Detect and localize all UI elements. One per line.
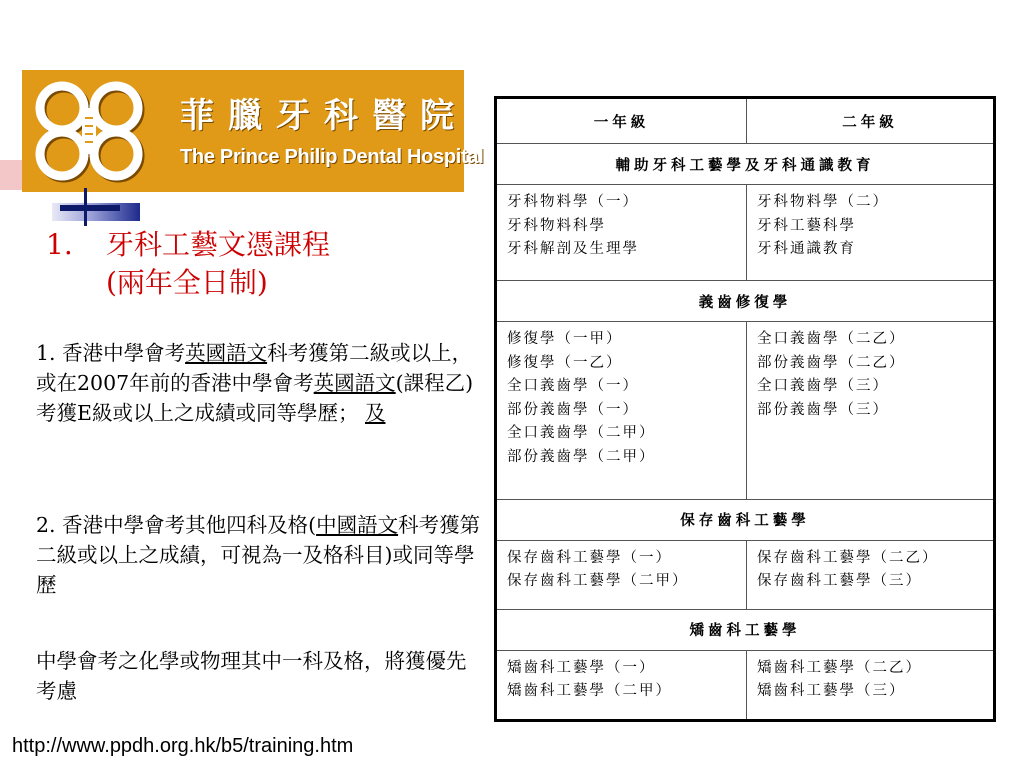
course-duration: (兩年全日制) bbox=[106, 266, 268, 299]
hospital-logo bbox=[22, 70, 484, 192]
year1-cell bbox=[496, 540, 747, 609]
year2-cell bbox=[747, 322, 995, 499]
list-item: 保存齒科工藝學（一） bbox=[507, 549, 672, 566]
list-item: 牙科物料學（二） bbox=[757, 194, 889, 210]
requirement-english bbox=[36, 338, 486, 428]
req-text: 科考獲第二級或以上，或在2007年前的香港中學會考 bbox=[36, 341, 473, 395]
table-row bbox=[496, 322, 995, 499]
list-item: 修復學（一乙） bbox=[507, 354, 623, 371]
list-item: 牙科物料學（一） bbox=[507, 194, 639, 210]
list-item: 全口義齒學（二乙） bbox=[757, 331, 906, 348]
year1-cell bbox=[496, 322, 747, 499]
req-text: 1. 香港中學會考 bbox=[36, 341, 186, 365]
list-item: 牙科工藝科學 bbox=[757, 217, 856, 234]
list-item: 部份義齒學（一） bbox=[507, 401, 639, 418]
header-year-1: 一年級 bbox=[496, 98, 747, 144]
decorative-dark-bar bbox=[60, 205, 120, 211]
table-header-row bbox=[496, 98, 995, 144]
requirement-other-subjects bbox=[36, 510, 486, 600]
list-item: 全口義齒學（二甲） bbox=[507, 425, 656, 442]
list-item: 保存齒科工藝學（二乙） bbox=[757, 549, 939, 566]
requirement-priority: 中學會考之化學或物理其中一科及格，將獲優先考慮 bbox=[36, 649, 467, 703]
list-item: 全口義齒學（三） bbox=[757, 378, 889, 395]
section-title: 矯齒科工藝學 bbox=[496, 609, 995, 650]
section-row bbox=[496, 609, 995, 650]
year1-cell bbox=[496, 185, 747, 281]
section-row bbox=[496, 281, 995, 322]
list-item: 牙科解剖及生理學 bbox=[507, 241, 639, 257]
decorative-pink-block bbox=[0, 160, 22, 190]
req-text: 2. 香港中學會考其他四科及格( bbox=[36, 513, 317, 537]
req-and: 及 bbox=[365, 401, 386, 425]
req-subject-chinese: 中國語文 bbox=[316, 513, 399, 537]
list-item: 部份義齒學（二乙） bbox=[757, 354, 906, 371]
year1-cell bbox=[496, 650, 747, 720]
table-row bbox=[496, 650, 995, 720]
course-number: 1. bbox=[46, 228, 73, 261]
course-name: 牙科工藝文憑課程 bbox=[106, 228, 331, 261]
section-title: 輔助牙科工藝學及牙科通識教育 bbox=[496, 144, 995, 185]
list-item: 部份義齒學（二甲） bbox=[507, 448, 656, 465]
req-subject-english: 英國語文 bbox=[313, 371, 396, 395]
header-year-2: 二年級 bbox=[747, 98, 995, 144]
year2-cell bbox=[747, 540, 995, 609]
list-item: 部份義齒學（三） bbox=[757, 401, 889, 418]
list-item: 矯齒科工藝學（三） bbox=[757, 683, 906, 700]
source-url[interactable]: http://www.ppdh.org.hk/b5/training.htm bbox=[12, 735, 354, 757]
req-text: (課程乙)考獲E級或以上之成績或同等學歷； bbox=[36, 371, 474, 425]
list-item: 全口義齒學（一） bbox=[507, 378, 639, 395]
hospital-emblem-icon bbox=[30, 78, 170, 184]
list-item: 矯齒科工藝學（二甲） bbox=[507, 683, 672, 700]
logo-chinese-name: 菲臘牙科醫院 bbox=[180, 96, 468, 136]
course-title bbox=[46, 226, 330, 302]
year2-cell bbox=[747, 650, 995, 720]
logo-english-name: The Prince Philip Dental Hospital bbox=[180, 146, 484, 168]
list-item: 矯齒科工藝學（二乙） bbox=[757, 659, 922, 676]
req-subject-english: 英國語文 bbox=[185, 341, 268, 365]
curriculum-table bbox=[494, 96, 996, 722]
list-item: 矯齒科工藝學（一） bbox=[507, 659, 656, 676]
req-text: 科考獲第二級或以上之成績，可視為一及格科目)或同等學歷 bbox=[36, 513, 481, 597]
table-row bbox=[496, 185, 995, 281]
list-item: 牙科物料科學 bbox=[507, 217, 606, 234]
year2-cell bbox=[747, 185, 995, 281]
decorative-vertical-line bbox=[84, 188, 87, 226]
list-item: 保存齒科工藝學（三） bbox=[757, 573, 922, 590]
section-title: 保存齒科工藝學 bbox=[496, 499, 995, 540]
table-row bbox=[496, 540, 995, 609]
section-title: 義齒修復學 bbox=[496, 281, 995, 322]
list-item: 修復學（一甲） bbox=[507, 331, 623, 348]
section-row bbox=[496, 144, 995, 185]
list-item: 保存齒科工藝學（二甲） bbox=[507, 573, 689, 590]
section-row bbox=[496, 499, 995, 540]
list-item: 牙科通識教育 bbox=[757, 241, 856, 257]
